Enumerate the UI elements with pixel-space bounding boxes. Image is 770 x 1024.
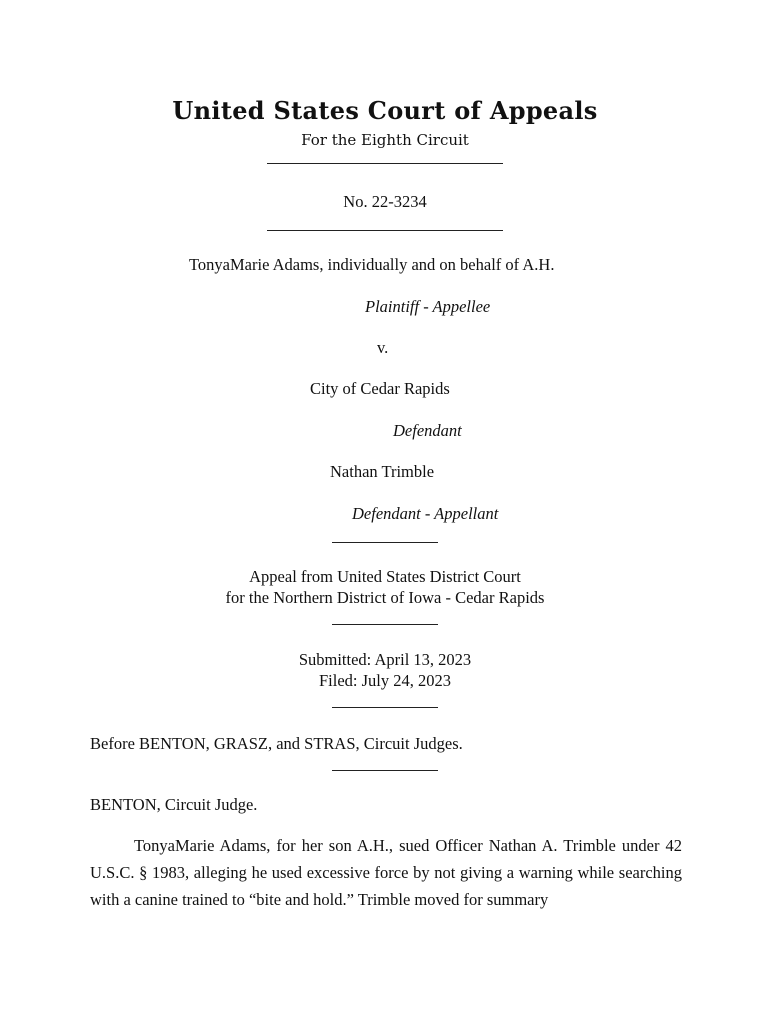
rule-3 (332, 542, 438, 543)
defendant1-role: Defendant (393, 421, 462, 440)
rule-1 (267, 163, 503, 164)
appeal-line-1: Appeal from United States District Court (249, 567, 521, 586)
submitted-date: Submitted: April 13, 2023 (298, 650, 472, 669)
circuit-subtitle: For the Eighth Circuit (301, 131, 469, 149)
defendant2-name: Nathan Trimble (330, 462, 435, 481)
versus: v. (377, 338, 389, 357)
rule-5 (332, 707, 438, 708)
appeal-line-2: for the Northern District of Iowa - Cedar Rapids (225, 588, 545, 607)
opinion-paragraph-text: TonyaMarie Adams, for her son A.H., sued Officer Nathan A. Trimble under 42 U.S.C. § 1983, alleging he used excessive force by not giving a warning while searching with a canine trained to “bite and hold.” Trimble moved for summary (90, 836, 682, 909)
filed-date: Filed: July 24, 2023 (318, 671, 451, 690)
plaintiff-role: Plaintiff - Appellee (365, 297, 491, 316)
panel-judges: Before BENTON, GRASZ, and STRAS, Circuit Judges. (90, 734, 463, 753)
rule-2 (267, 230, 503, 231)
plaintiff-name: TonyaMarie Adams, individually and on behalf of A.H. (189, 255, 555, 274)
court-title: United States Court of Appeals (172, 96, 598, 125)
defendant1-name: City of Cedar Rapids (310, 379, 450, 398)
case-number: No. 22-3234 (343, 192, 427, 211)
rule-6 (332, 770, 438, 771)
opinion-paragraph (90, 832, 682, 913)
rule-4 (332, 624, 438, 625)
defendant2-role: Defendant - Appellant (352, 504, 499, 523)
opinion-author: BENTON, Circuit Judge. (90, 795, 258, 814)
